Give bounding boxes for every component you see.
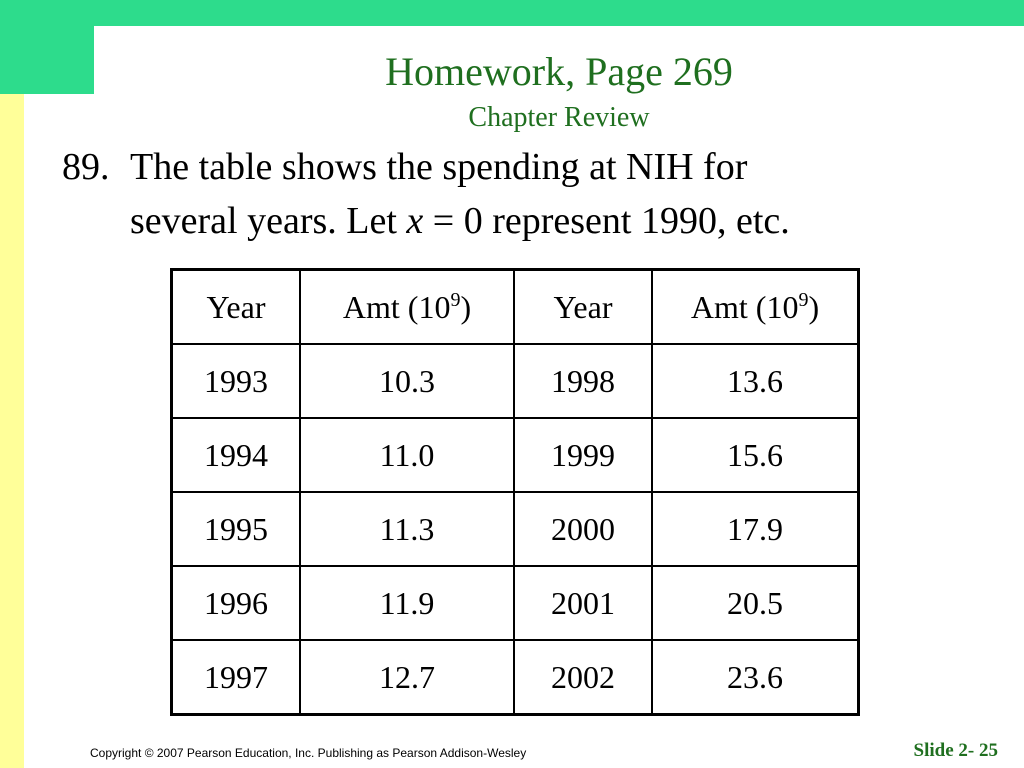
copyright-footer: Copyright © 2007 Pearson Education, Inc. Publishing as Pearson Addison-Wesley xyxy=(90,746,527,760)
table-cell: 2000 xyxy=(514,492,652,566)
table-cell: 1998 xyxy=(514,344,652,418)
table-cell: 1999 xyxy=(514,418,652,492)
table-row xyxy=(172,418,859,492)
slide-subtitle: Chapter Review xyxy=(468,102,650,133)
table-cell: 1994 xyxy=(172,418,301,492)
table-row xyxy=(172,344,859,418)
problem-line-2-end: = 0 represent 1990, etc. xyxy=(423,200,790,242)
table-cell: 11.3 xyxy=(300,492,514,566)
problem-line-2 xyxy=(130,194,990,248)
slide-title: Homework, Page 269 xyxy=(385,49,733,94)
problem-text xyxy=(130,140,990,248)
table-cell: 2002 xyxy=(514,640,652,715)
table-cell: 1995 xyxy=(172,492,301,566)
table-cell: 17.9 xyxy=(652,492,859,566)
table-cell: 2001 xyxy=(514,566,652,640)
top-accent-bar xyxy=(0,0,1024,26)
table-cell: 10.3 xyxy=(300,344,514,418)
table-cell: 12.7 xyxy=(300,640,514,715)
table-cell: 1993 xyxy=(172,344,301,418)
table-cell: 15.6 xyxy=(652,418,859,492)
table-cell: 11.9 xyxy=(300,566,514,640)
table-row xyxy=(172,640,859,715)
table-cell: 20.5 xyxy=(652,566,859,640)
header-amt-1: Amt $(10^9)$ xyxy=(300,270,514,345)
table-cell: 1996 xyxy=(172,566,301,640)
header-year-1: Year xyxy=(172,270,301,345)
table-header-row xyxy=(172,270,859,345)
table-cell: 1997 xyxy=(172,640,301,715)
problem-number: 89. xyxy=(62,146,110,188)
problem-line-1: The table shows the spending at NIH for xyxy=(130,146,748,188)
table-cell: 13.6 xyxy=(652,344,859,418)
slide-number: Slide 2- 25 xyxy=(913,740,998,761)
corner-accent-block xyxy=(0,0,94,94)
table-row xyxy=(172,566,859,640)
side-accent-bar xyxy=(0,94,24,768)
header-amt-2: Amt $(10^9)$ xyxy=(652,270,859,345)
spending-table xyxy=(170,268,860,716)
variable-x: x xyxy=(406,200,424,242)
table-cell: 23.6 xyxy=(652,640,859,715)
header-year-2: Year xyxy=(514,270,652,345)
problem-line-2-start: several years. Let xyxy=(130,200,407,242)
table-row xyxy=(172,492,859,566)
table-cell: 11.0 xyxy=(300,418,514,492)
